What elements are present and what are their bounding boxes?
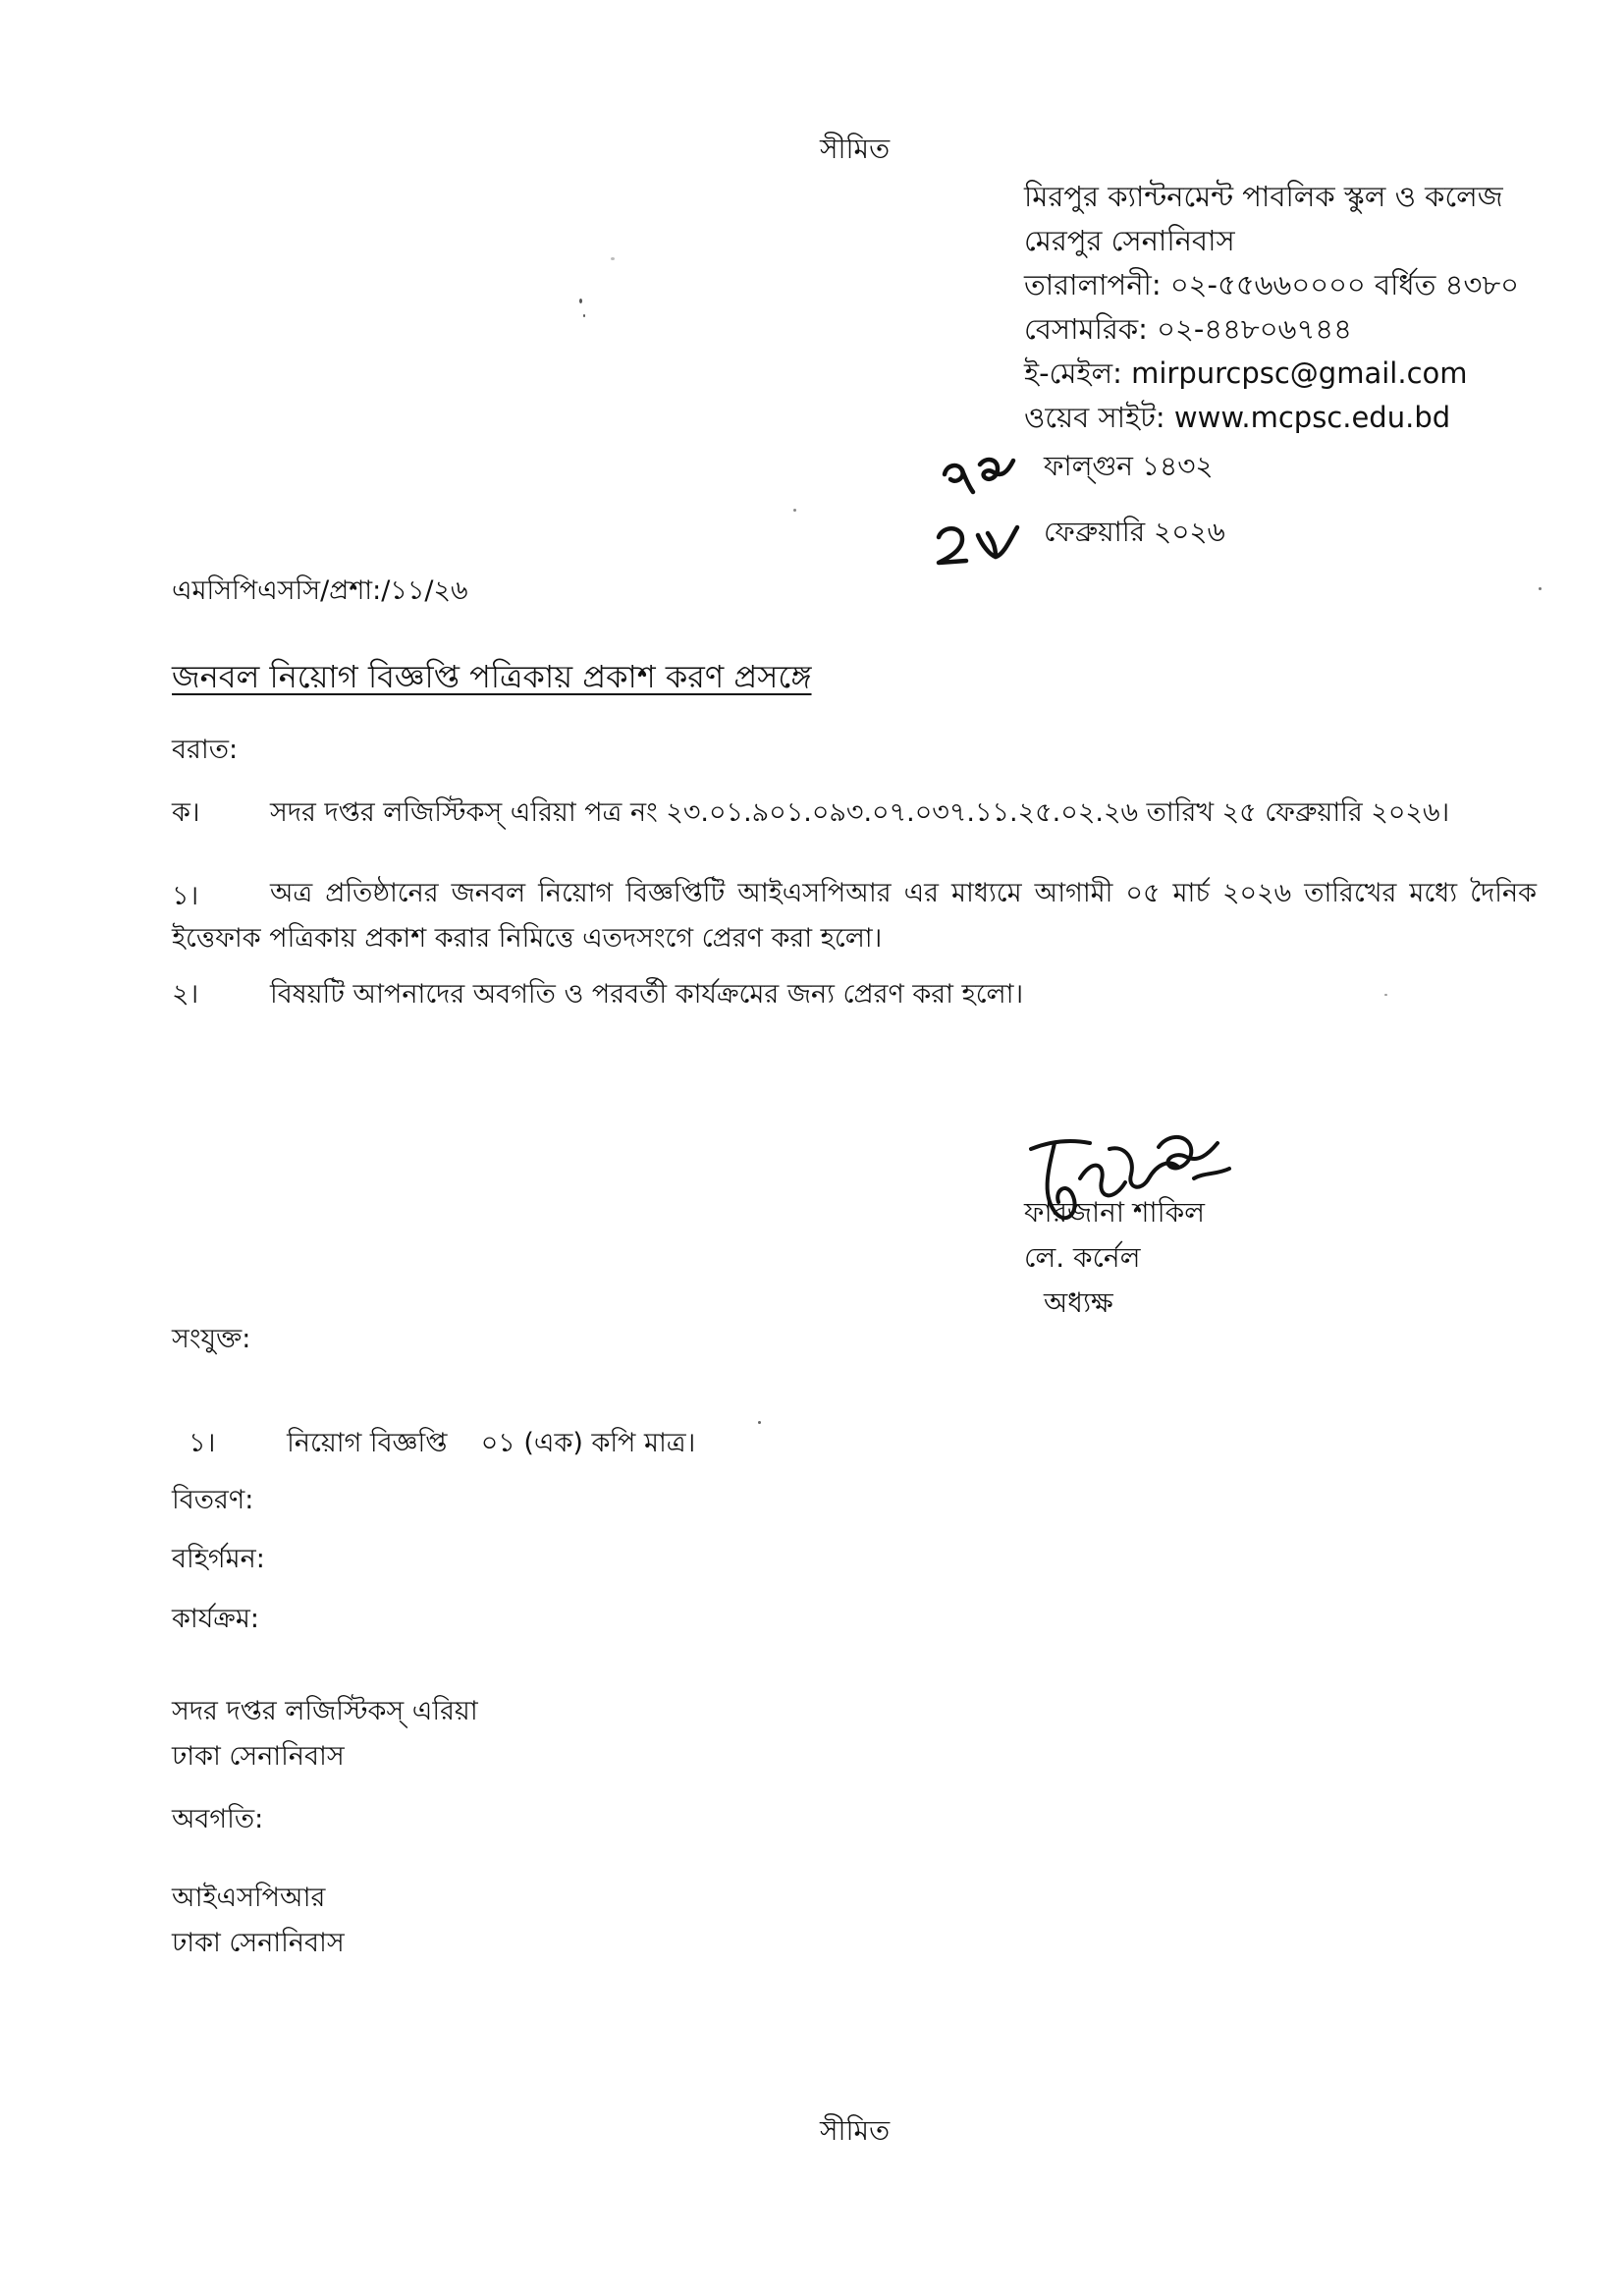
signatory xyxy=(1024,1190,1205,1326)
signatory-name: ফারজানা শাকিল xyxy=(1024,1196,1206,1229)
website: ওয়েব সাইট: www.mcpsc.edu.bd xyxy=(1024,401,1451,434)
classification-top: সীমিত xyxy=(820,133,891,165)
action-recipient xyxy=(172,1689,478,1779)
reference-item xyxy=(172,797,1449,829)
institution-name: মিরপুর ক্যান্টনমেন্ট পাবলিক স্কুল ও কলেজ xyxy=(1024,180,1503,213)
info-label: অবগতি: xyxy=(172,1804,264,1834)
scan-speck xyxy=(611,257,615,260)
reference-item-text: সদর দপ্তর লজিস্টিকস্ এরিয়া পত্র নং ২৩.০১.৯০১.০৯৩.০৭.০৩৭.১১.২৫.০২.২৬ তারিখ ২৫ ফেব্রুয়ারি ২০২৬। xyxy=(270,797,1450,828)
action-recipient-line1: সদর দপ্তর লজিস্টিকস্ এরিয়া xyxy=(172,1696,478,1726)
distribution-label: বিতরণ: xyxy=(172,1485,254,1515)
letterhead xyxy=(1024,175,1519,440)
scan-speck xyxy=(583,314,585,317)
handwritten-english-day xyxy=(933,516,1021,569)
action-label: কার্যক্রম: xyxy=(172,1604,259,1634)
email: ই-মেইল: mirpurcpsc@gmail.com xyxy=(1024,356,1468,390)
enclosure-item xyxy=(172,1396,695,1460)
scan-speck xyxy=(1384,994,1387,996)
paragraph-2 xyxy=(172,979,1023,1011)
reference-label: বরাত: xyxy=(172,735,239,765)
enclosure-label: সংযুক্ত: xyxy=(172,1324,251,1354)
scan-speck xyxy=(793,509,796,512)
signatory-rank: লে. কর্নেল xyxy=(1024,1241,1141,1274)
action-recipient-line2: ঢাকা সেনানিবাস xyxy=(172,1741,345,1772)
info-recipient xyxy=(172,1876,345,1966)
paragraph-1-text: অত্র প্রতিষ্ঠানের জনবল নিয়োগ বিজ্ঞপ্তিটি আইএসপিআর এর মাধ্যমে আগামী ০৫ মার্চ ২০২৬ তারিখের মধ্যে দৈনিক ইত্তেফাক পত্রিকায় প্রকাশ করার নিমিত্তে এতদসংগে প্রেরণ করা হলো। xyxy=(172,878,1537,954)
reference-item-number: ক। xyxy=(172,797,200,828)
enclosure-item-number: ১। xyxy=(189,1428,216,1459)
english-date: ফেব্রুয়ারি ২০২৬ xyxy=(1044,516,1225,548)
scan-speck xyxy=(579,299,582,303)
handwritten-bangla-day xyxy=(941,447,1017,496)
paragraph-2-text: বিষয়টি আপনাদের অবগতি ও পরবর্তী কার্যক্রমের জন্য প্রেরণ করা হলো। xyxy=(270,979,1024,1010)
paragraph-2-number: ২। xyxy=(172,979,199,1010)
scan-speck xyxy=(758,1421,761,1424)
signatory-designation: অধ্যক্ষ xyxy=(1044,1286,1113,1319)
phone-military: তারালাপনী: ০২-৫৫৬৬০০০০ বর্ধিত ৪৩৮০ xyxy=(1024,268,1520,301)
info-recipient-line1: আইএসপিআর xyxy=(172,1883,326,1913)
institution-location: মেরপুর সেনানিবাস xyxy=(1024,224,1235,257)
subject-line: জনবল নিয়োগ বিজ্ঞপ্তি পত্রিকায় প্রকাশ করণ প্রসঙ্গে xyxy=(172,658,812,695)
info-recipient-line2: ঢাকা সেনানিবাস xyxy=(172,1928,345,1958)
scan-speck xyxy=(1539,587,1542,590)
classification-bottom: সীমিত xyxy=(820,2114,891,2147)
paragraph-1-number: ১। xyxy=(172,881,199,911)
phone-civil: বেসামরিক: ০২-৪৪৮০৬৭৪৪ xyxy=(1024,312,1352,346)
reference-number: এমসিপিএসসি/প্রশা:/১১/২৬ xyxy=(172,575,468,606)
bangla-date: ফাল্গুন ১৪৩২ xyxy=(1044,450,1214,482)
enclosure-item-text: নিয়োগ বিজ্ঞপ্তি ০১ (এক) কপি মাত্র। xyxy=(287,1428,696,1459)
external-label: বহির্গমন: xyxy=(172,1544,265,1574)
